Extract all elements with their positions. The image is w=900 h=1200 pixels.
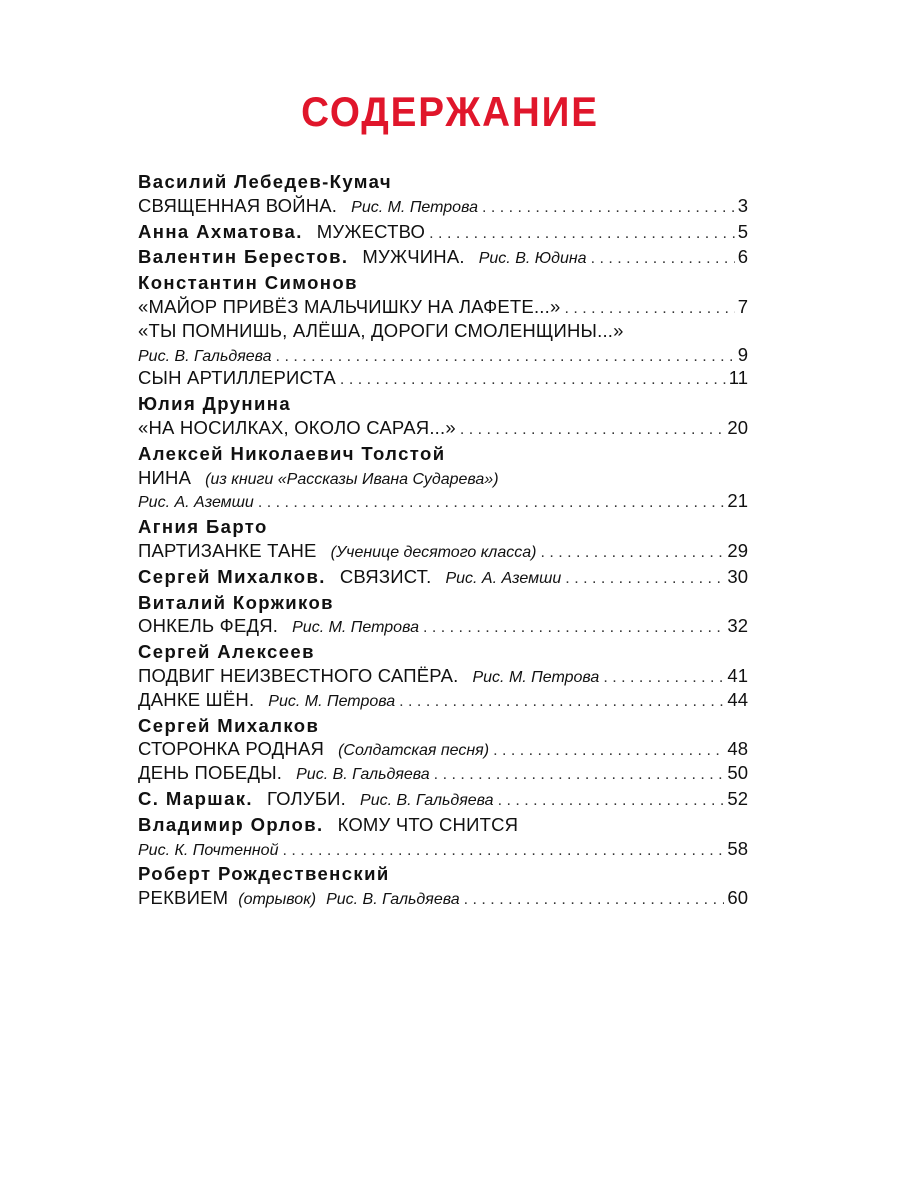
illustrator-note: Рис. К. Почтенной [138,841,279,859]
illustrator-note: Рис. М. Петрова [268,692,396,710]
dot-leader [591,247,735,271]
table-of-contents [138,170,748,910]
page-number: 7 [737,295,748,317]
page-number: 20 [727,416,748,438]
author-name: Алексей Николаевич Толстой [138,442,446,464]
toc-author [138,271,748,295]
toc-author [138,170,748,194]
page-number: 5 [737,220,748,242]
dot-leader [434,763,725,787]
work-title: ОНКЕЛЬ ФЕДЯ. [138,615,279,637]
page-number: 52 [727,787,748,809]
work-title: РЕКВИЕМ [138,887,229,909]
page-number: 9 [737,343,748,365]
work-title: ДАНКЕ ШЁН. [138,688,255,710]
toc-entry[interactable] [138,565,748,589]
dot-leader [603,666,724,690]
illustrator-note: Рис. М. Петрова [472,668,600,686]
toc-entry[interactable] [138,343,748,367]
dot-leader [564,297,734,321]
toc-entry[interactable] [138,761,748,785]
dot-leader [258,491,725,515]
page-number: 6 [737,246,748,268]
toc-entry[interactable] [138,886,748,910]
page-number: 21 [727,490,748,512]
toc-entry[interactable] [138,614,748,638]
dot-leader [460,418,725,442]
author-name: Агния Барто [138,516,268,538]
toc-entry[interactable] [138,194,748,218]
author-name: Сергей Алексеев [138,641,315,663]
work-title: «ТЫ ПОМНИШЬ, АЛЁША, ДОРОГИ СМОЛЕНЩИНЫ...» [138,319,624,341]
toc-author [138,714,748,738]
illustrator-note: Рис. А. Аземши [138,494,254,512]
dot-leader [482,196,735,220]
illustrator-note: Рис. В. Гальдяева [138,347,272,365]
dot-leader [429,222,735,246]
toc-entry[interactable] [138,366,748,390]
page-title: СОДЕРЖАНИЕ [301,88,599,135]
author-name: Сергей Михалков. [138,565,326,587]
illustrator-note: Рис. М. Петрова [351,198,478,216]
page-number: 11 [728,367,748,389]
author-name: Валентин Берестов. [138,246,349,268]
toc-author [138,640,748,664]
toc-entry[interactable] [138,539,748,563]
illustrator-note: Рис. В. Гальдяева [360,791,494,809]
work-subtitle: (из книги «Рассказы Ивана Сударева») [205,470,499,488]
toc-entry[interactable] [138,245,748,269]
work-title: ГОЛУБИ. [266,787,347,809]
toc-entry[interactable] [138,787,748,811]
illustrator-note: Рис. А. Аземши [445,569,562,587]
toc-author [138,591,748,615]
author-name: Сергей Михалков [138,714,320,736]
page-number: 60 [727,887,748,909]
dot-leader [276,345,735,369]
work-title: «МАЙОР ПРИВЁЗ МАЛЬЧИШКУ НА ЛАФЕТЕ...» [138,295,561,317]
page-number: 30 [727,565,748,587]
author-name: Василий Лебедев-Кумач [138,171,393,192]
work-title: СЫН АРТИЛЛЕРИСТА [138,367,336,389]
illustrator-note: Рис. В. Гальдяева [296,766,430,784]
work-title: МУЖЕСТВО [316,220,426,242]
author-name: Владимир Орлов. [138,813,324,835]
page-number: 3 [737,194,748,216]
dot-leader [540,541,724,565]
work-title: «НА НОСИЛКАХ, ОКОЛО САРАЯ...» [138,416,456,438]
author-name: Юлия Друнина [138,393,292,415]
dot-leader [399,690,724,714]
illustrator-note: Рис. В. Гальдяева [326,891,460,909]
toc-entry[interactable] [138,737,748,761]
work-title: КОМУ ЧТО СНИТСЯ [337,813,519,835]
author-name: Анна Ахматова. [138,220,303,242]
work-title: СВЯЗИСТ. [339,565,432,587]
illustrator-note: Рис. В. Юдина [478,250,587,268]
toc-entry[interactable] [138,220,748,244]
toc-author [138,515,748,539]
dot-leader [423,616,724,640]
work-subtitle: (отрывок) [238,891,317,909]
page-number: 50 [727,762,748,784]
toc-entry[interactable] [138,837,748,861]
toc-entry[interactable] [138,664,748,688]
work-title: ПОДВИГ НЕИЗВЕСТНОГО САПЁРА. [138,664,459,686]
dot-leader [498,789,725,813]
toc-entry[interactable] [138,688,748,712]
work-title: СТОРОНКА РОДНАЯ [138,738,325,760]
page-number: 32 [727,615,748,637]
work-title: НИНА [138,466,192,488]
work-title: ПАРТИЗАНКЕ ТАНЕ [138,539,317,561]
page-number: 29 [727,539,748,561]
work-subtitle: (Ученице десятого класса) [330,543,537,561]
page-number: 58 [727,837,748,859]
work-title: МУЖЧИНА. [362,246,465,268]
author-name: С. Маршак. [138,787,253,809]
work-title: ДЕНЬ ПОБЕДЫ. [138,762,283,784]
dot-leader [340,368,726,392]
work-title: СВЯЩЕННАЯ ВОЙНА. [138,194,338,216]
toc-entry[interactable] [138,319,748,343]
illustrator-note: Рис. М. Петрова [292,619,419,637]
toc-entry[interactable] [138,489,748,513]
toc-entry[interactable] [138,416,748,440]
page-number: 44 [727,688,748,710]
toc-author [138,392,748,416]
dot-leader [464,888,725,912]
toc-author [138,862,748,886]
page-number: 41 [727,664,748,686]
author-name: Роберт Рождественский [138,863,390,885]
author-name: Виталий Коржиков [138,591,334,613]
dot-leader [565,567,724,591]
toc-entry[interactable] [138,295,748,319]
work-subtitle: (Солдатская песня) [338,742,490,760]
dot-leader [282,839,724,863]
dot-leader [493,739,724,763]
author-name: Константин Симонов [138,272,358,294]
page-number: 48 [727,738,748,760]
toc-author [138,442,748,466]
toc-entry[interactable] [138,813,748,837]
toc-entry[interactable] [138,466,748,490]
